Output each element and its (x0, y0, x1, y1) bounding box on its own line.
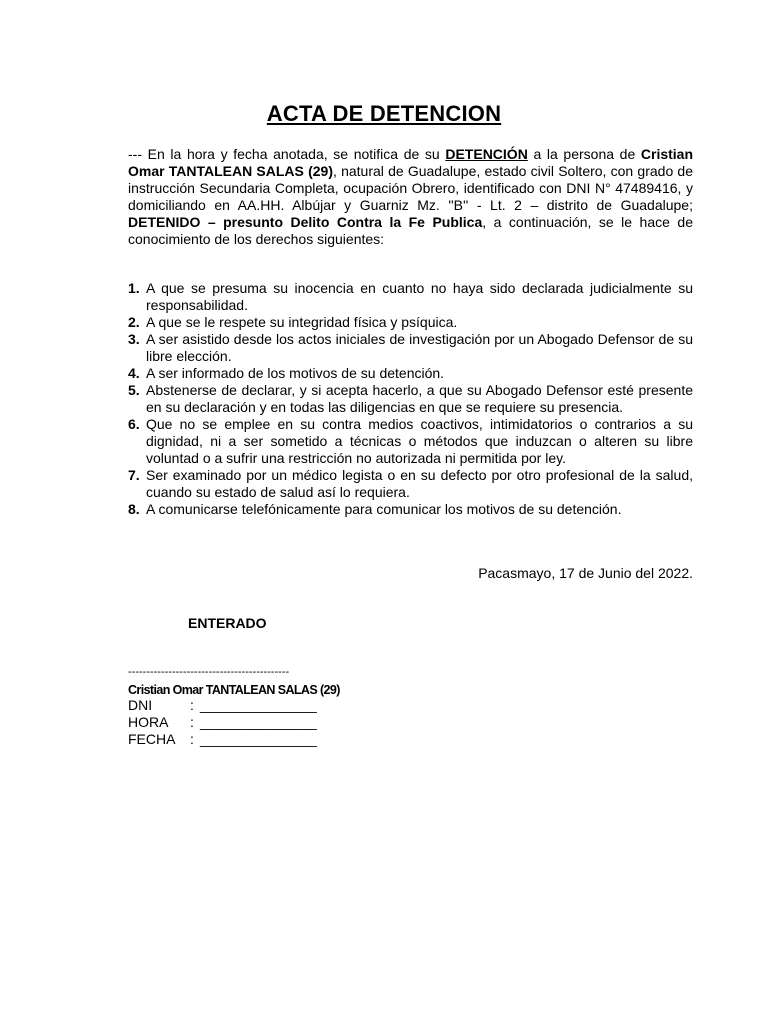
rights-item-text: A ser asistido desde los actos iniciales de investigación por un Abogado Defensor de su libre elección. (146, 331, 693, 364)
rights-item-number: 3. (128, 331, 140, 347)
rights-item-number: 2. (128, 314, 140, 330)
detainee-name: Cristian Omar TANTALEAN SALAS (29) (128, 146, 694, 179)
rights-item (128, 280, 693, 314)
field-hora (128, 714, 317, 731)
signer-name: Cristian Omar TANTALEAN SALAS (29) (128, 683, 340, 697)
field-separator: : (190, 697, 194, 713)
field-dni (128, 697, 317, 714)
field-separator: : (190, 731, 194, 747)
field-label: HORA (128, 714, 169, 730)
intro-text-4: , a continuación, se le hace de conocimiento de los derechos siguientes: (128, 214, 693, 247)
intro-text-2: a la persona de (527, 146, 641, 162)
rights-item-number: 5. (128, 382, 140, 398)
document-title: ACTA DE DETENCION (266, 101, 502, 126)
intro-paragraph (128, 146, 693, 248)
field-blank: _______________ (200, 731, 317, 747)
rights-item (128, 382, 693, 416)
detencion-word: DETENCIÓN (445, 146, 528, 162)
rights-item-text: Abstenerse de declarar, y si acepta hacerlo, a que su Abogado Defensor esté presente en su declaración y en todas las diligencias en que se requiere su presencia. (146, 382, 693, 415)
rights-item-number: 7. (128, 467, 140, 483)
signature-line: -------------------------------------------- (128, 666, 290, 678)
field-label: DNI (128, 697, 153, 713)
rights-item-text: A ser informado de los motivos de su detención. (146, 365, 445, 381)
enterado-label: ENTERADO (188, 615, 267, 631)
rights-item (128, 365, 693, 382)
field-fecha (128, 731, 317, 748)
rights-item (128, 501, 693, 518)
field-blank: _______________ (200, 714, 317, 730)
rights-item-text: A comunicarse telefónicamente para comunicar los motivos de su detención. (146, 501, 622, 517)
signer-fields (128, 697, 317, 748)
rights-item-number: 4. (128, 365, 140, 381)
field-label: FECHA (128, 731, 176, 747)
rights-item (128, 314, 693, 331)
rights-item (128, 467, 693, 501)
place-date: Pacasmayo, 17 de Junio del 2022. (478, 565, 693, 581)
rights-item (128, 331, 693, 365)
rights-item-number: 1. (128, 280, 140, 296)
intro-text-1: --- En la hora y fecha anotada, se notifica de su (128, 146, 446, 162)
field-separator: : (190, 714, 194, 730)
rights-list (128, 280, 693, 518)
rights-item-text: Ser examinado por un médico legista o en su defecto por otro profesional de la salud, cuando su estado de salud así lo requiera. (146, 467, 693, 500)
rights-item-text: Que no se emplee en su contra medios coactivos, intimidatorios o contrarios a su dignidad, ni a ser sometido a técnicas o métodos que induzcan o alteren su libre voluntad o a sufrir una restricción no autorizada ni permitida por ley. (146, 416, 693, 466)
rights-item-text: A que se presuma su inocencia en cuanto no haya sido declarada judicialmente su responsabilidad. (146, 280, 693, 313)
crime-description: DETENIDO – presunto Delito Contra la Fe Publica (128, 214, 483, 230)
rights-item-number: 6. (128, 416, 140, 432)
rights-item (128, 416, 693, 467)
rights-item-text: A que se le respete su integridad física y psíquica. (146, 314, 458, 330)
rights-item-number: 8. (128, 501, 140, 517)
intro-text-3: , natural de Guadalupe, estado civil Soltero, con grado de instrucción Secundaria Completa, ocupación Obrero, identificado con DNI N° 47489416, y domiciliando en AA.HH. Albújar y Guarniz Mz. ''B'' - Lt. 2 – distrito de Guadalupe; (128, 163, 693, 213)
field-blank: _______________ (200, 697, 317, 713)
